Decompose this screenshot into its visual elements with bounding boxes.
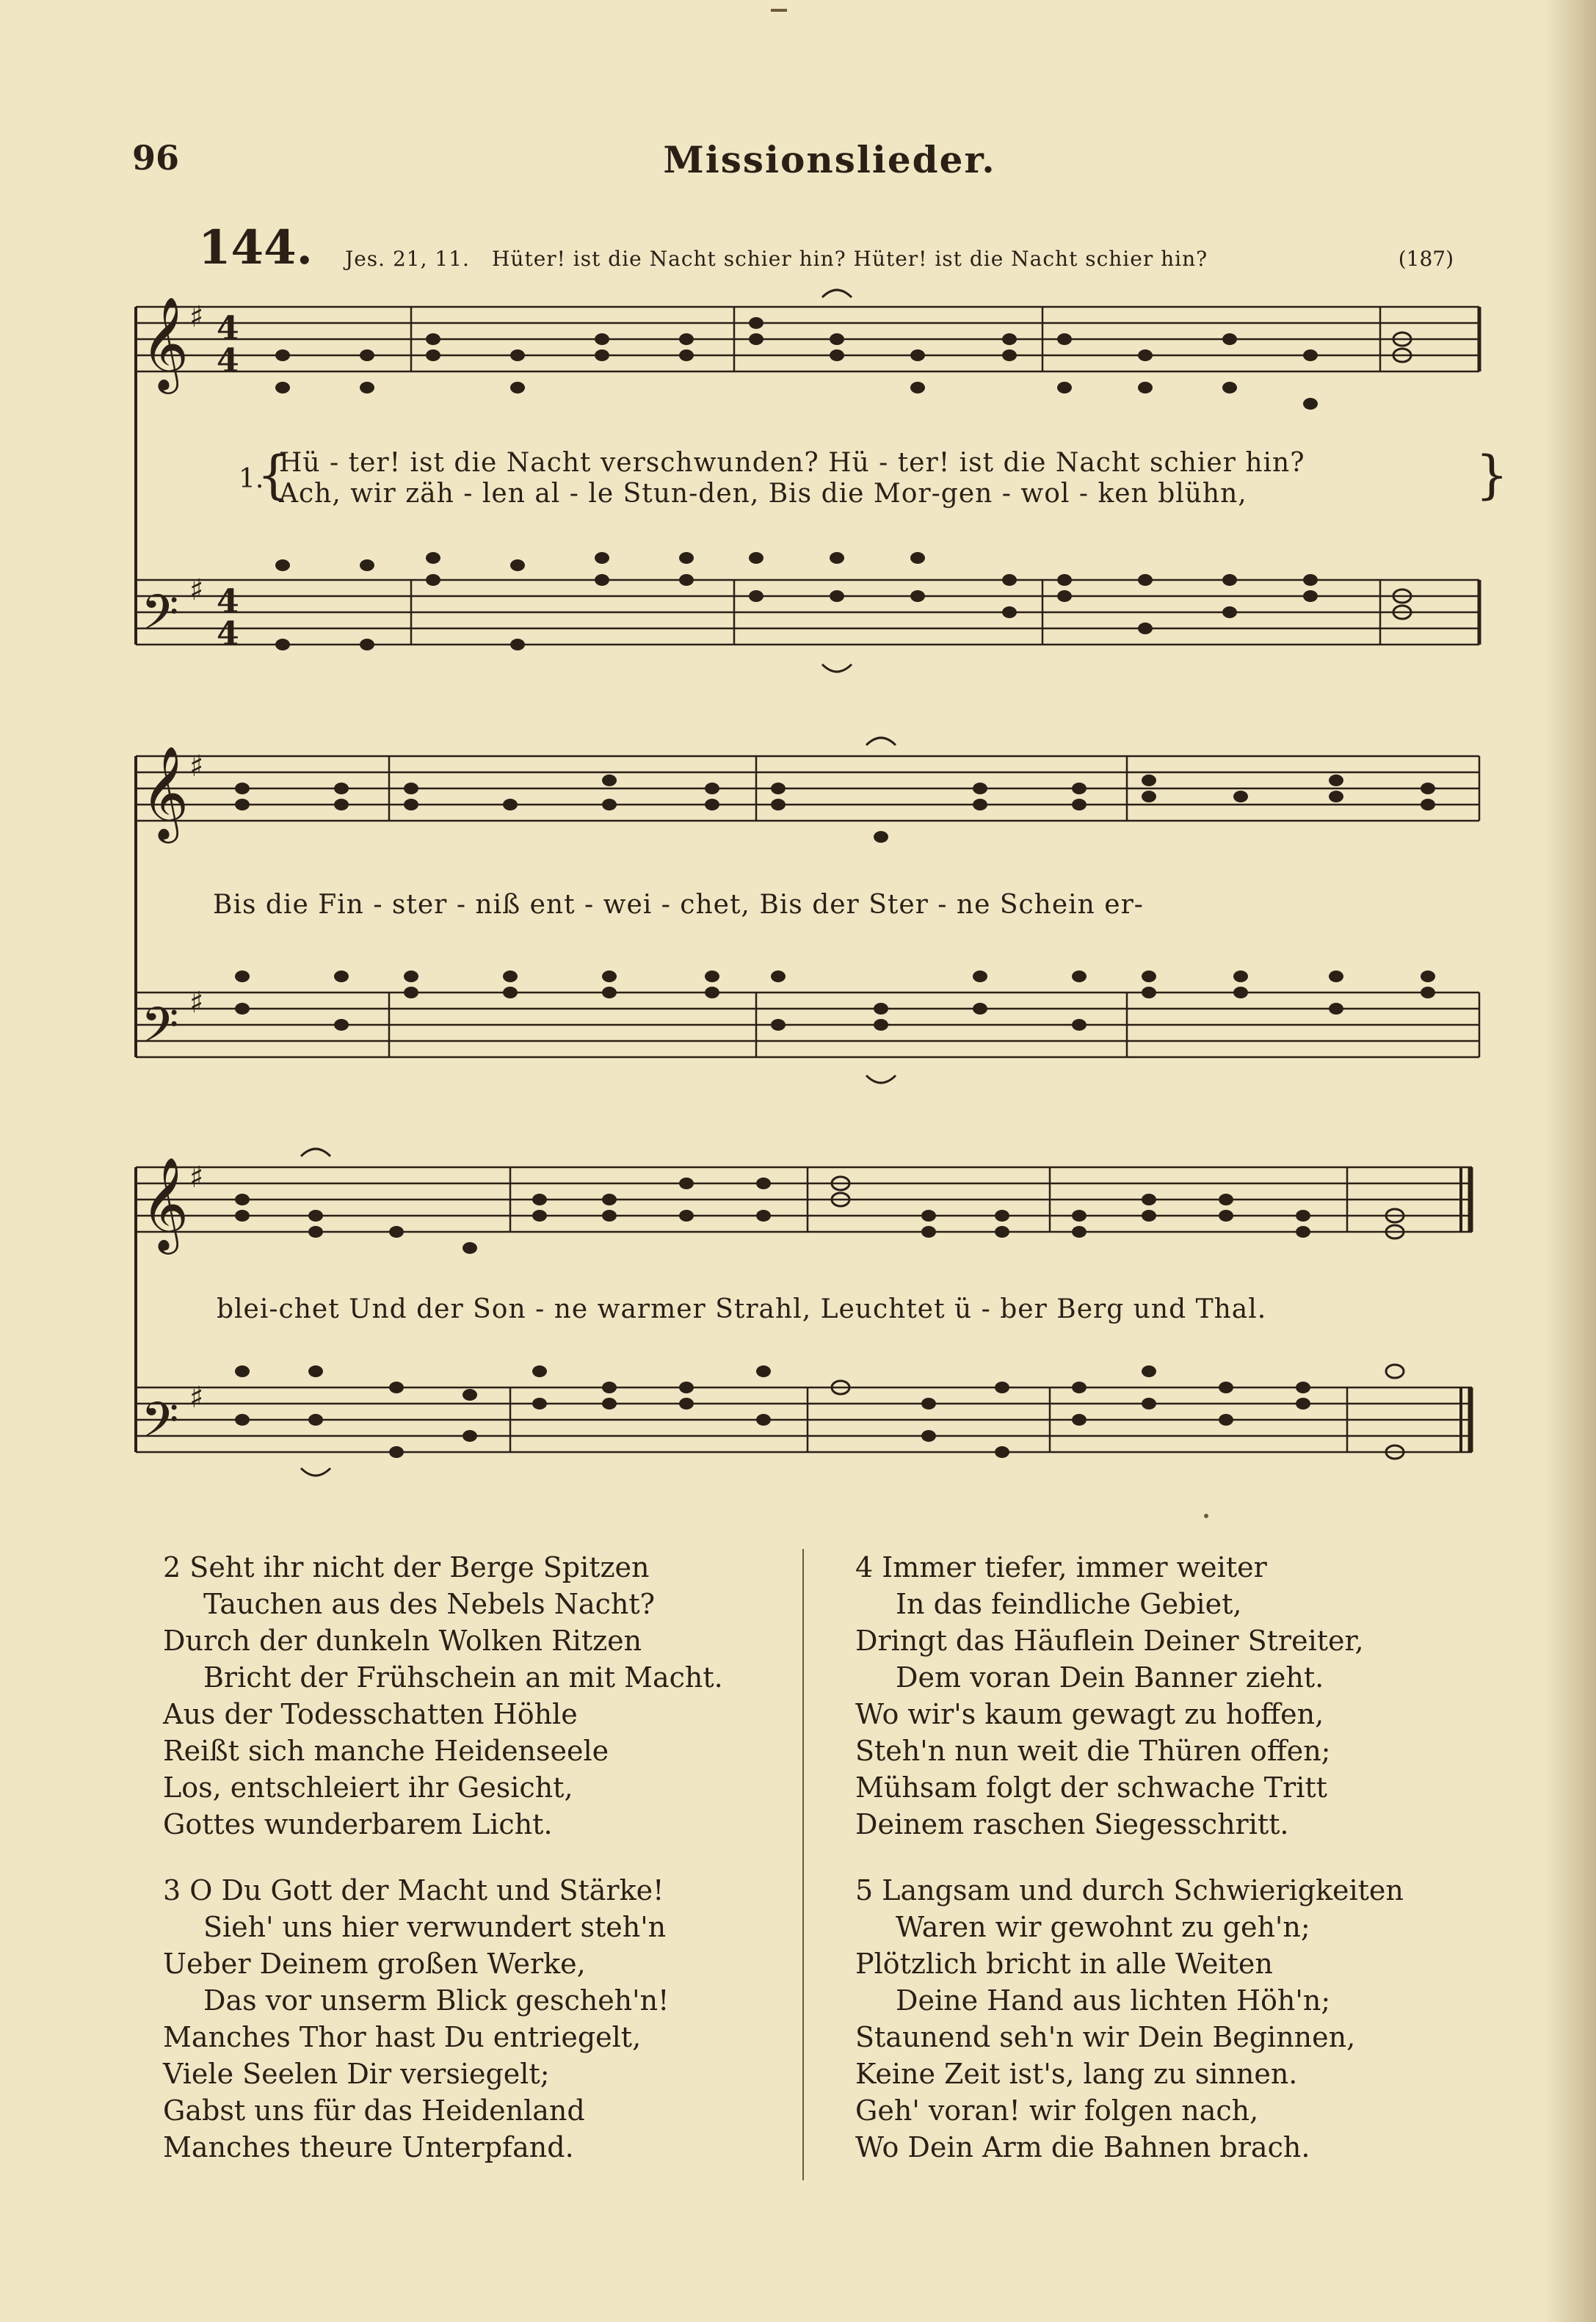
sharp-icon: ♯ [189,300,204,334]
stanza-line: Seht ihr nicht der Berge Spitzen [189,1551,650,1583]
time-signature: 4 [217,342,239,380]
stanzas-left-column [163,1549,723,2195]
stanza-line: Ueber Deinem großen Werke, [163,1948,586,1980]
treble-clef-icon: 𝄞 [141,296,189,390]
sharp-icon: ♯ [189,1161,204,1194]
stanza-line: Plötzlich bricht in alle Weiten [855,1948,1273,1980]
stanza-line: Los, entschleiert ihr Gesicht, [163,1771,573,1804]
stanza-line: Bricht der Frühschein an mit Macht. [203,1661,723,1694]
stanza-line: Steh'n nun weit die Thüren offen; [855,1735,1331,1767]
hymn-number: 144. [198,220,313,275]
stanza-line: Waren wir gewohnt zu geh'n; [896,1911,1310,1943]
stanza-line: Sieh' uns hier verwundert steh'n [203,1911,667,1943]
lyrics-row1-stanza1-repeat: Ach, wir zäh - len al - le Stun-den, Bis die Mor-gen - wol - ken blühn, [279,479,1247,509]
fermata-icon [822,664,852,672]
stanza-3 [163,1872,723,2166]
stanza-line: Mühsam folgt der schwache Tritt [855,1771,1327,1804]
stanza-2 [163,1549,723,1843]
system3-bass-staff [136,1387,1472,1452]
fermata-icon [866,738,896,745]
stanza-line: Immer tiefer, immer weiter [882,1551,1267,1583]
stanza-line: O Du Gott der Macht und Stärke! [189,1874,664,1906]
sharp-icon: ♯ [189,986,204,1020]
stanza-number: 5 [855,1874,874,1906]
stanza-5 [855,1872,1404,2166]
time-signature: 4 [217,615,239,653]
stanza-line: Durch der dunkeln Wolken Ritzen [163,1625,642,1657]
right-brace: } [1476,445,1509,505]
sharp-icon: ♯ [189,573,204,607]
stanza-number: 3 [163,1874,181,1906]
lyrics-row3: blei-chet Und der Son - ne warmer Strahl, Leuchtet ü - ber Berg und Thal. [217,1294,1267,1324]
stanza-line: Deinem raschen Siegesschritt. [855,1808,1289,1840]
stanza-4 [855,1549,1404,1843]
stanza-line: Dem voran Dein Banner zieht. [896,1661,1324,1694]
fermata-icon [866,1075,896,1083]
stanza-line: Wo Dein Arm die Bahnen brach. [855,2131,1310,2163]
stanza-line: Gabst uns für das Heidenland [163,2094,585,2127]
stanza-line: Viele Seelen Dir versiegelt; [163,2058,550,2090]
stanza-line: Staunend seh'n wir Dein Beginnen, [855,2021,1356,2053]
lyrics-row2: Bis die Fin - ster - niß ent - wei - chet, Bis der Ster - ne Schein er- [213,890,1144,920]
stanza-number: 2 [163,1551,181,1583]
system3-treble-staff [136,1167,1472,1232]
scripture-reference: Jes. 21, 11. [345,247,470,271]
stanza-number: 4 [855,1551,874,1583]
stanza-line: Tauchen aus des Nebels Nacht? [203,1588,656,1620]
bass-clef-icon: 𝄢 [141,997,179,1065]
fermata-icon [301,1468,330,1476]
hymn-incipit: Hüter! ist die Nacht schier hin? Hüter! ist die Nacht schier hin? [492,247,1208,271]
fermata-icon [301,1149,330,1156]
system1-bass-staff [136,580,1479,645]
fermata-icon [822,290,852,297]
left-brace: { [257,445,290,505]
bass-clef-icon: 𝄢 [141,584,179,653]
stanza-line: Manches theure Unterpfand. [163,2131,574,2163]
print-dot [1204,1514,1208,1518]
treble-clef-icon: 𝄞 [141,745,189,839]
sharp-icon: ♯ [189,1381,204,1415]
page-number: 96 [132,138,180,178]
column-divider [802,1549,804,2180]
stanzas-right-column [855,1549,1404,2195]
stanza-line: Dringt das Häuflein Deiner Streiter, [855,1625,1364,1657]
treble-clef-icon: 𝄞 [141,1156,189,1250]
verse-number: 1. [239,464,264,494]
stanza-line: Keine Zeit ist's, lang zu sinnen. [855,2058,1298,2090]
stanza-line: Deine Hand aus lichten Höh'n; [896,1984,1331,2017]
tune-number: (187) [1398,247,1454,271]
time-signature: 4 [217,583,239,620]
stanza-line: Reißt sich manche Heidenseele [163,1735,609,1767]
stanza-line: In das feindliche Gebiet, [896,1588,1242,1620]
stanza-line: Geh' voran! wir folgen nach, [855,2094,1259,2127]
time-signature: 4 [217,310,239,347]
stanza-line: Langsam und durch Schwierigkeiten [882,1874,1404,1906]
stanza-line: Aus der Todesschatten Höhle [163,1698,578,1730]
stanza-line: Wo wir's kaum gewagt zu hoffen, [855,1698,1324,1730]
stanza-line: Gottes wunderbarem Licht. [163,1808,553,1840]
stanza-line: Das vor unserm Blick gescheh'n! [203,1984,670,2017]
sharp-icon: ♯ [189,750,204,783]
system1-treble-staff [136,307,1479,371]
running-title: Missionslieder. [663,138,996,181]
bass-clef-icon: 𝄢 [141,1392,179,1460]
lyrics-row1-stanza1: Hü - ter! ist die Nacht verschwunden? Hü - ter! ist die Nacht schier hin? [279,448,1305,478]
stanza-line: Manches Thor hast Du entriegelt, [163,2021,642,2053]
